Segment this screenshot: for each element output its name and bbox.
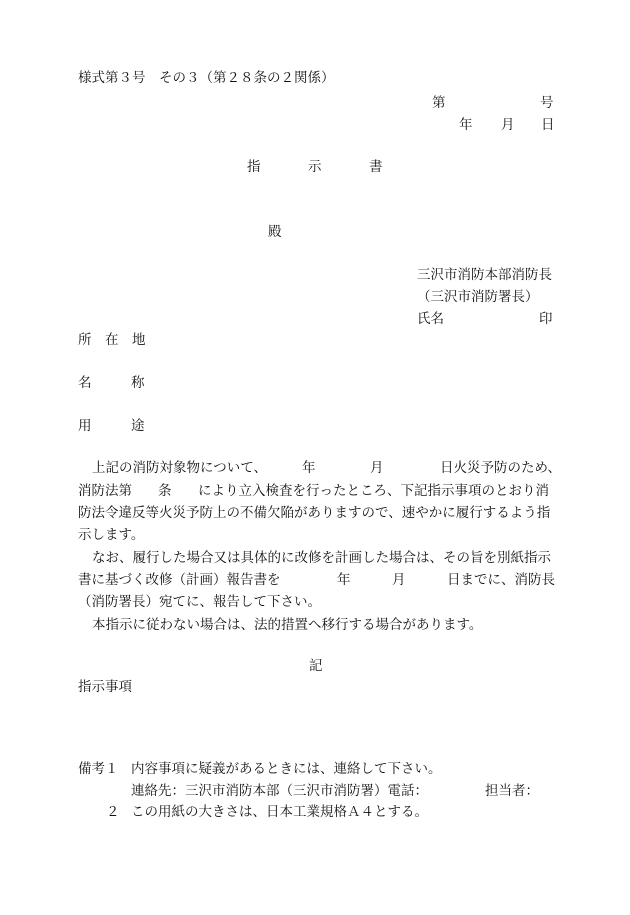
note-1-text: 内容事項に疑義があるときには、連絡して下さい。 [131,761,442,777]
ki-heading: 記 [309,658,323,674]
date-year: 年 [459,117,473,133]
note-2-text: この用紙の大きさは、日本工業規格Ａ４とする。 [131,804,428,820]
issuer-subtitle: （三沢市消防署長） [417,289,539,305]
body-p2-line2-a: 書に基づく改修（計画）報告書を [78,572,281,588]
use-label-char-2: 途 [131,418,145,434]
body-p1-line2-b: により立入検査を行ったところ、下記指示事項のとおり消 [198,483,549,499]
body-p2-line1: なお、履行した場合又は具体的に改修を計画した場合は、その旨を別紙指示 [92,550,551,566]
body-p2-line2-b: 日までに、消防長 [447,572,555,588]
date-day: 日 [541,117,555,133]
document-number-suffix: 号 [540,95,554,111]
note-2-number: ２ [106,804,120,820]
contact-info: 連絡先：三沢市消防本部（三沢市消防署）電話： [131,783,428,799]
notes-label: 備考１ [78,761,119,777]
body-p1-line4: 示します。 [78,527,145,543]
document-number-prefix: 第 [432,95,446,111]
title-char-1: 指 [247,159,261,175]
body-p1-line1-b: 日火災予防のため、 [440,460,561,476]
body-p1-line2-a: 消防法第 [78,483,132,499]
title-char-3: 書 [369,159,383,175]
name-label-char-1: 名 [78,375,92,391]
seal-mark: 印 [539,311,553,327]
body-p1-line3: 防法令違反等火災予防上の不備欠陥がありますので、速やかに履行するよう指 [78,505,551,521]
body-p2-line2-month: 月 [392,572,406,588]
body-p2-line3: （消防署長）宛てに、報告して下さい。 [78,594,321,610]
body-p3-line1: 本指示に従わない場合は、法的措置へ移行する場合があります。 [92,617,483,633]
name-label-char-2: 称 [131,375,145,391]
use-label-char-1: 用 [78,418,92,434]
issuer-name-label: 氏名 [417,311,444,327]
title-char-2: 示 [308,159,322,175]
body-p1-line2-article: 条 [158,483,172,499]
addressee-suffix: 殿 [268,224,282,240]
person-in-charge-label: 担当者： [485,783,539,799]
date-month: 月 [501,117,515,133]
instructions-label: 指示事項 [78,679,132,695]
body-p1-line1-month: 月 [370,460,384,476]
location-label: 所 在 地 [78,332,146,348]
issuer-title: 三沢市消防本部消防長 [417,267,552,283]
body-p1-line1-year: 年 [302,460,316,476]
body-p1-line1-a: 上記の消防対象物について、 [92,460,267,476]
form-number: 様式第３号 その３（第２８条の２関係） [78,70,335,86]
body-p2-line2-year: 年 [337,572,351,588]
